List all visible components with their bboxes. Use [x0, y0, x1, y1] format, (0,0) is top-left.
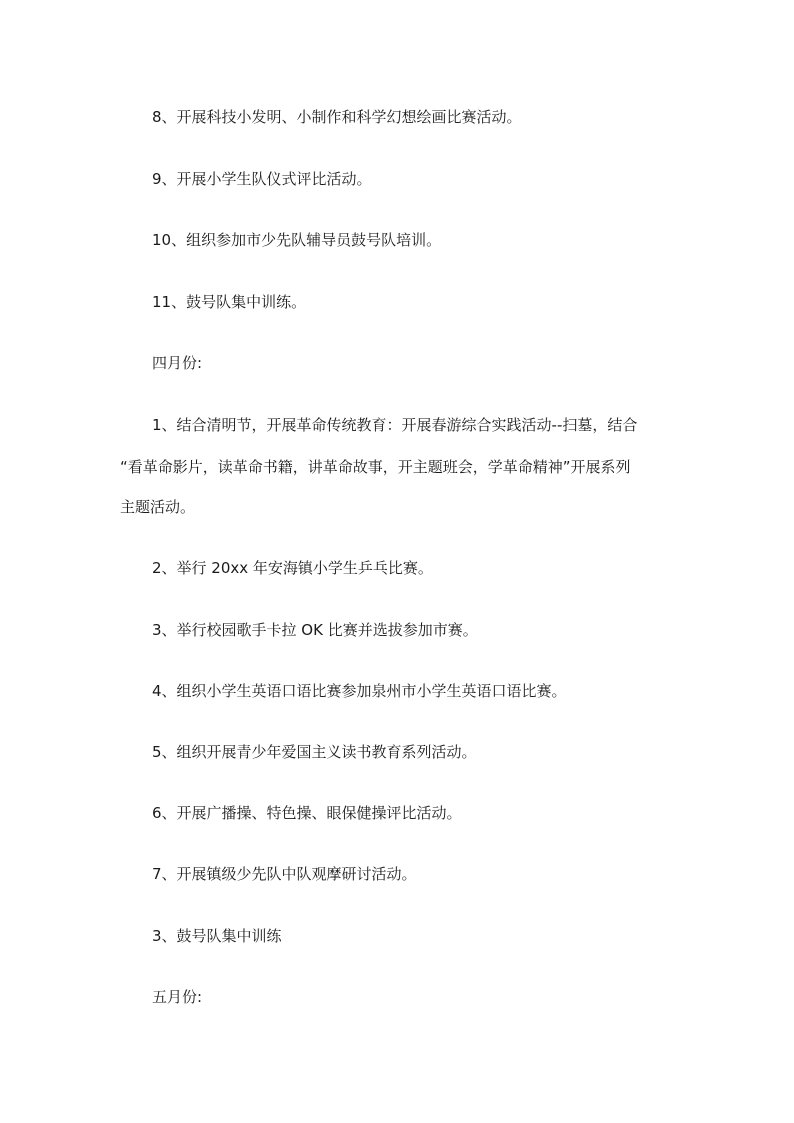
paragraph-item-8: 8、开展科技小发明、小制作和科学幻想绘画比赛活动。 [152, 108, 522, 126]
paragraph-april-1-line-2: “看革命影片，读革命书籍，讲革命故事，开主题班会，学革命精神”开展系列 [120, 458, 631, 476]
paragraph-april-2: 2、举行 20xx 年安海镇小学生乒乓比赛。 [152, 559, 433, 577]
paragraph-item-10: 10、组织参加市少先队辅导员鼓号队培训。 [152, 231, 442, 249]
paragraph-april-4: 4、组织小学生英语口语比赛参加泉州市小学生英语口语比赛。 [152, 682, 567, 700]
section-heading-april: 四月份: [152, 354, 203, 372]
section-heading-may: 五月份: [152, 988, 203, 1006]
paragraph-april-6: 6、开展广播操、特色操、眼保健操评比活动。 [152, 804, 462, 822]
paragraph-item-9: 9、开展小学生队仪式评比活动。 [152, 170, 372, 188]
paragraph-april-3: 3、举行校园歌手卡拉 OK 比赛并选拔参加市赛。 [152, 621, 478, 639]
paragraph-april-5: 5、组织开展青少年爱国主义读书教育系列活动。 [152, 743, 477, 761]
paragraph-item-11: 11、鼓号队集中训练。 [152, 293, 307, 311]
paragraph-april-7: 7、开展镇级少先队中队观摩研讨活动。 [152, 865, 417, 883]
paragraph-april-1-line-1: 1、结合清明节，开展革命传统教育：开展春游综合实践活动--扫墓，结合 [152, 416, 638, 434]
paragraph-april-8: 3、鼓号队集中训练 [152, 927, 282, 945]
paragraph-april-1-line-3: 主题活动。 [120, 498, 196, 516]
